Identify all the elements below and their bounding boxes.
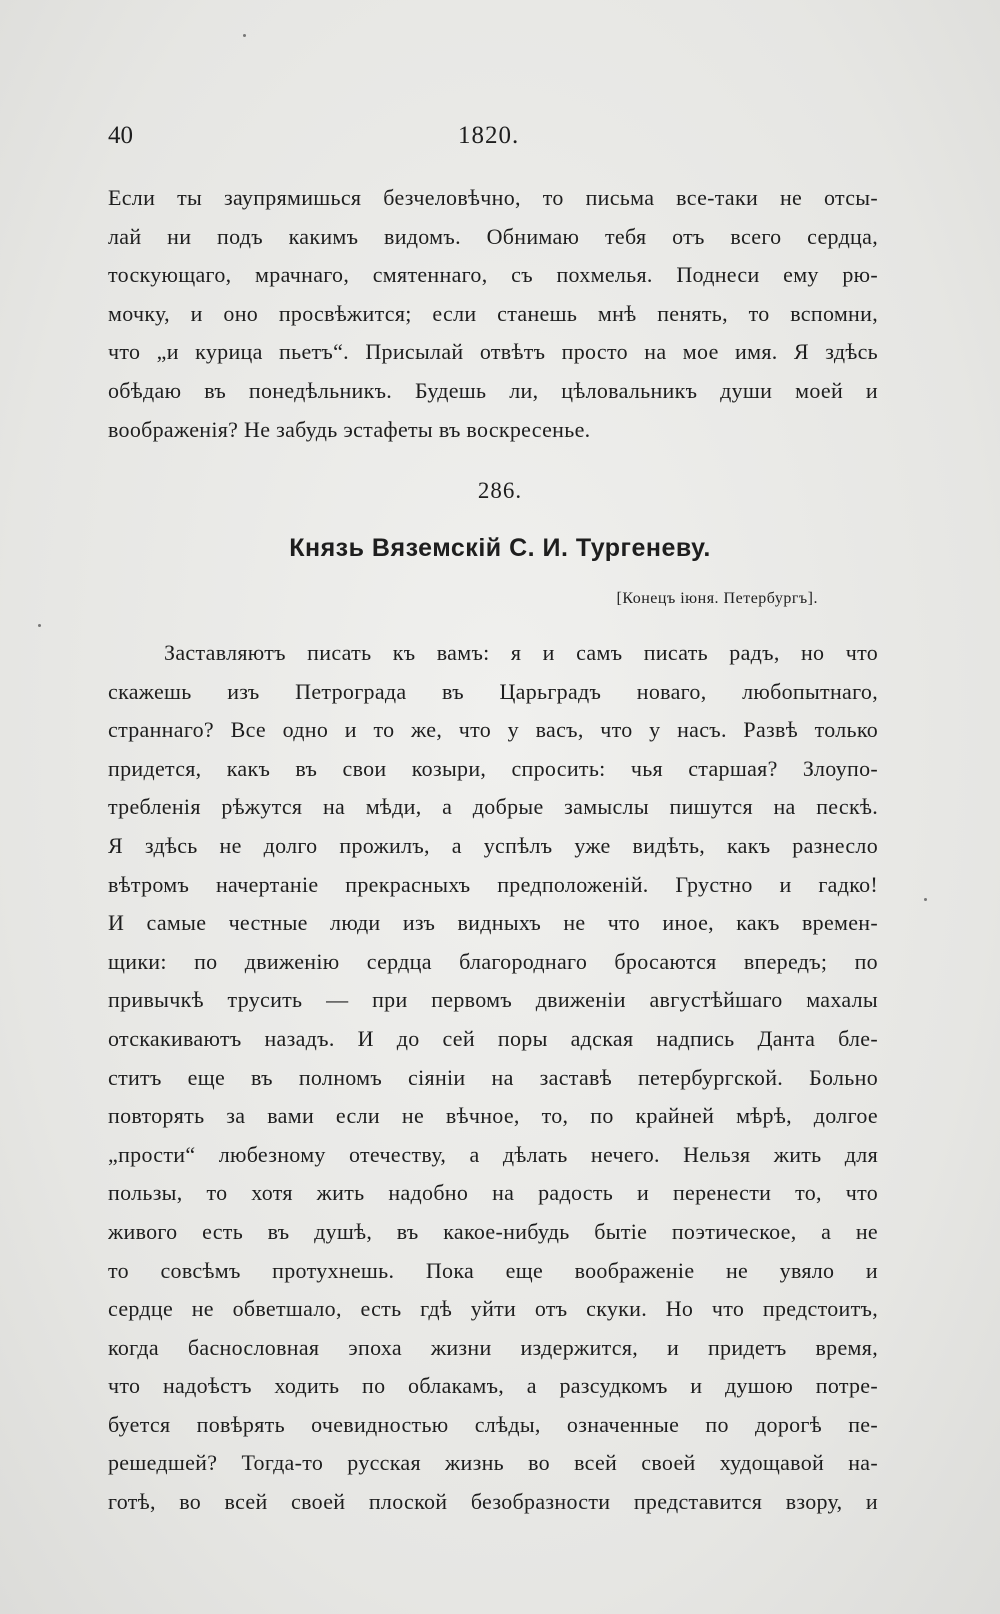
text-line: требленія рѣжутся на мѣди, а добрые замыслы пишутся на пескѣ. [108,794,878,820]
text-line: что „и курица пьетъ“. Присылай отвѣтъ просто на мое имя. Я здѣсь [108,339,878,365]
letter-title: Князь Вяземскій С. И. Тургеневу. [289,534,711,562]
paper-speck [243,34,246,37]
text-line: И самые честные люди изъ видныхъ не что иное, какъ времен- [108,910,878,936]
text-line: страннаго? Все одно и то же, что у васъ, что у насъ. Развѣ только [108,717,878,743]
text-line: мочку, и оно просвѣжится; если станешь мнѣ пенять, то вспомни, [108,300,878,326]
text-line: ститъ еще въ полномъ сіяніи на заставѣ петербургской. Больно [108,1064,878,1090]
letter-number: 286. [477,478,523,503]
text-line: придется, какъ въ свои козыри, спросить: чья старшая? Злоупо- [108,755,878,781]
text-line: буется повѣрять очевидностью слѣды, означенные по дорогѣ пе- [108,1411,878,1437]
page-number: 40 [108,122,133,149]
text-line: „прости“ любезному отечеству, а дѣлать нечего. Нельзя жить для [108,1141,878,1167]
text-line: сердце не обветшало, есть гдѣ уйти отъ скуки. Но что предстоитъ, [108,1296,878,1322]
running-title: 1820. [458,122,520,149]
text-line: пользы, то хотя жить надобно на радость и перенести то, что [108,1180,878,1206]
letter-dateline: [Конецъ іюня. Петербургъ]. [616,590,818,607]
text-line: тоскующаго, мрачнаго, смятеннаго, съ похмелья. Поднеси ему рю- [108,262,878,288]
text-line: живого есть въ душѣ, въ какое-нибудь бытіе поэтическое, а не [108,1218,878,1244]
text-line: обѣдаю въ понедѣльникъ. Будешь ли, цѣловальникъ души моей и [108,377,878,403]
text-line: повторять за вами если не вѣчное, то, по крайней мѣрѣ, долгое [108,1103,878,1129]
text-line: когда баснословная эпоха жизни издержится, и придетъ время, [108,1334,878,1360]
text-line: лай ни подъ какимъ видомъ. Обнимаю тебя отъ всего сердца, [108,223,878,249]
text-line: решедшей? Тогда-то русская жизнь во всей своей худощавой на- [108,1450,878,1476]
text-line: Если ты заупрямишься безчеловѣчно, то письма все-таки не отсы- [108,185,878,210]
letter-body [108,634,878,1522]
text-line: вѣтромъ начертаніе прекрасныхъ предположеній. Грустно и гадко! [108,871,878,897]
text-line: щики: по движенію сердца благороднаго бросаются впередъ; по [108,948,878,974]
running-header [108,122,878,162]
text-line: Я здѣсь не долго прожилъ, а успѣлъ уже видѣть, какъ разнесло [108,832,878,858]
text-line: скажешь изъ Петрограда въ Царьградъ новаго, любопытнаго, [108,678,878,704]
text-line: что надоѣстъ ходить по облакамъ, а разсудкомъ и душою потре- [108,1373,878,1399]
text-line: Заставляютъ писать къ вамъ: я и самъ писать радъ, но что [164,640,878,665]
text-line: воображенія? Не забудь эстафеты въ воскресенье. [108,416,591,442]
text-line: отскакиваютъ назадъ. И до сей поры адская надпись Данта бле- [108,1025,878,1051]
paper-speck [38,624,41,627]
text-line: привычкѣ трусить — при первомъ движеніи августѣйшаго махалы [108,987,878,1013]
paper-speck [924,898,927,901]
paragraph-continued [108,179,878,449]
text-line: готѣ, во всей своей плоской безобразности представится взору, и [108,1489,878,1515]
text-line: то совсѣмъ протухнешь. Пока еще воображеніе не увяло и [108,1257,878,1283]
